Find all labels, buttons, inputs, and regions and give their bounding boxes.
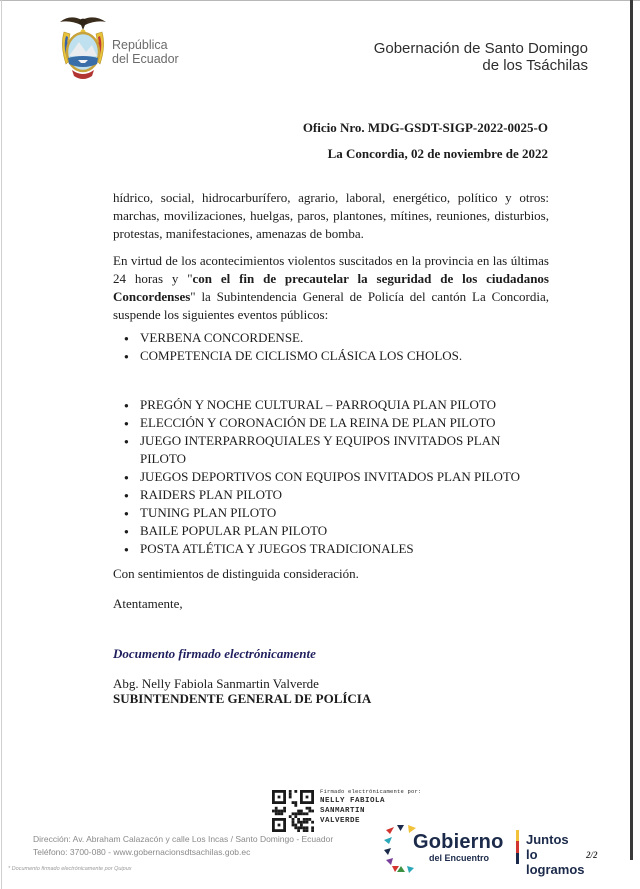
stamp-caption: Firmado electrónicamente por: [320, 788, 422, 795]
paragraph-2-pre: En virtud de los acontecimientos violentos suscitados en la provincia en las últimas 24 horas y " [113, 253, 549, 286]
list-item: ● RAIDERS PLAN PILOTO [113, 486, 549, 504]
logo-divider [516, 830, 519, 864]
list-item: ● PREGÓN Y NOCHE CULTURAL – PARROQUIA PLAN PILOTO [113, 396, 549, 414]
qr-code-icon [272, 788, 314, 834]
gobierno-del-encuentro-logo [384, 822, 599, 877]
list-item: ● TUNING PLAN PILOTO [113, 504, 549, 522]
page-border-right [630, 0, 633, 860]
list-item: ● POSTA ATLÉTICA Y JUEGOS TRADICIONALES [113, 540, 549, 558]
org-name [374, 40, 588, 74]
list-item: ● COMPETENCIA DE CICLISMO CLÁSICA LOS CHOLOS. [113, 347, 549, 365]
oficio-number: Oficio Nro. MDG-GSDT-SIGP-2022-0025-O [302, 120, 548, 135]
signer-name: Abg. Nelly Fabiola Sanmartin Valverde [113, 676, 319, 691]
stamp-name-line3: VALVERDE [320, 817, 361, 825]
logo-subtitle: del Encuentro [429, 853, 490, 863]
paragraph-2-bold: con el fin de precautelar la seguridad de los ciudadanos Concordenses [113, 271, 549, 304]
reference-block [113, 120, 548, 162]
logo-tag-line2: lo logramos [526, 847, 585, 877]
republica-label [112, 38, 179, 66]
list-item: ● JUEGO INTERPARROQUIALES Y EQUIPOS INVITADOS PLAN PILOTO [113, 432, 549, 468]
stamp-name-line1: NELLY FABIOLA [320, 797, 386, 805]
paragraph-1: hídrico, social, hidrocarburífero, agrario, laboral, energético, político y otros: marchas, movilizaciones, huelgas, paros, plantones, mítines, reuniones, disturbios, protestas, manifestaciones, amenazas de bomba. [113, 190, 549, 241]
footer-contact [33, 833, 333, 858]
paragraph-2 [113, 252, 549, 324]
quipux-note: * Documento firmado electrónicamente por Quipux [8, 866, 132, 872]
list-item: ● VERBENA CONCORDENSE. [113, 329, 549, 347]
republica-line2: del Ecuador [112, 52, 179, 66]
suspended-events-list-2 [113, 396, 549, 558]
logo-title: Gobierno [413, 831, 504, 853]
stamp-name-line2: SANMARTIN [320, 807, 366, 815]
paragraph-2-post: " la Subintendencia General de Policía del cantón La Concordia, suspende los siguientes eventos públicos: [113, 289, 549, 322]
list-item: ● ELECCIÓN Y CORONACIÓN DE LA REINA DE PLAN PILOTO [113, 414, 549, 432]
org-name-line2: de los Tsáchilas [482, 57, 588, 74]
list-item: ● BAILE POPULAR PLAN PILOTO [113, 522, 549, 540]
page-border-left [1, 0, 2, 889]
signer-title: SUBINTENDENTE GENERAL DE POLÍCIA [113, 691, 372, 706]
letterhead [0, 0, 640, 92]
page-number: 2/2 [586, 850, 598, 860]
ecuador-coat-of-arms-icon [52, 12, 114, 89]
logo-tag-line1: Juntos [526, 832, 569, 847]
footer-address-line: Dirección: Av. Abraham Calazacón y calle Los Incas / Santo Domingo - Ecuador [33, 834, 334, 844]
list-item: ● JUEGOS DEPORTIVOS CON EQUIPOS INVITADOS PLAN PILOTO [113, 468, 549, 486]
letter-body [113, 189, 549, 706]
footer-phone-line: Teléfono: 3700-080 - www.gobernacionsdtsachilas.gob.ec [33, 846, 251, 857]
salutation: Atentamente, [113, 596, 183, 611]
suspended-events-list-1 [113, 329, 549, 365]
closing-line: Con sentimientos de distinguida consideración. [113, 566, 359, 581]
republica-line1: República [112, 38, 168, 52]
org-name-line1: Gobernación de Santo Domingo [373, 40, 588, 57]
esign-note: Documento firmado electrónicamente [113, 646, 316, 661]
date-line: La Concordia, 02 de noviembre de 2022 [327, 146, 548, 161]
